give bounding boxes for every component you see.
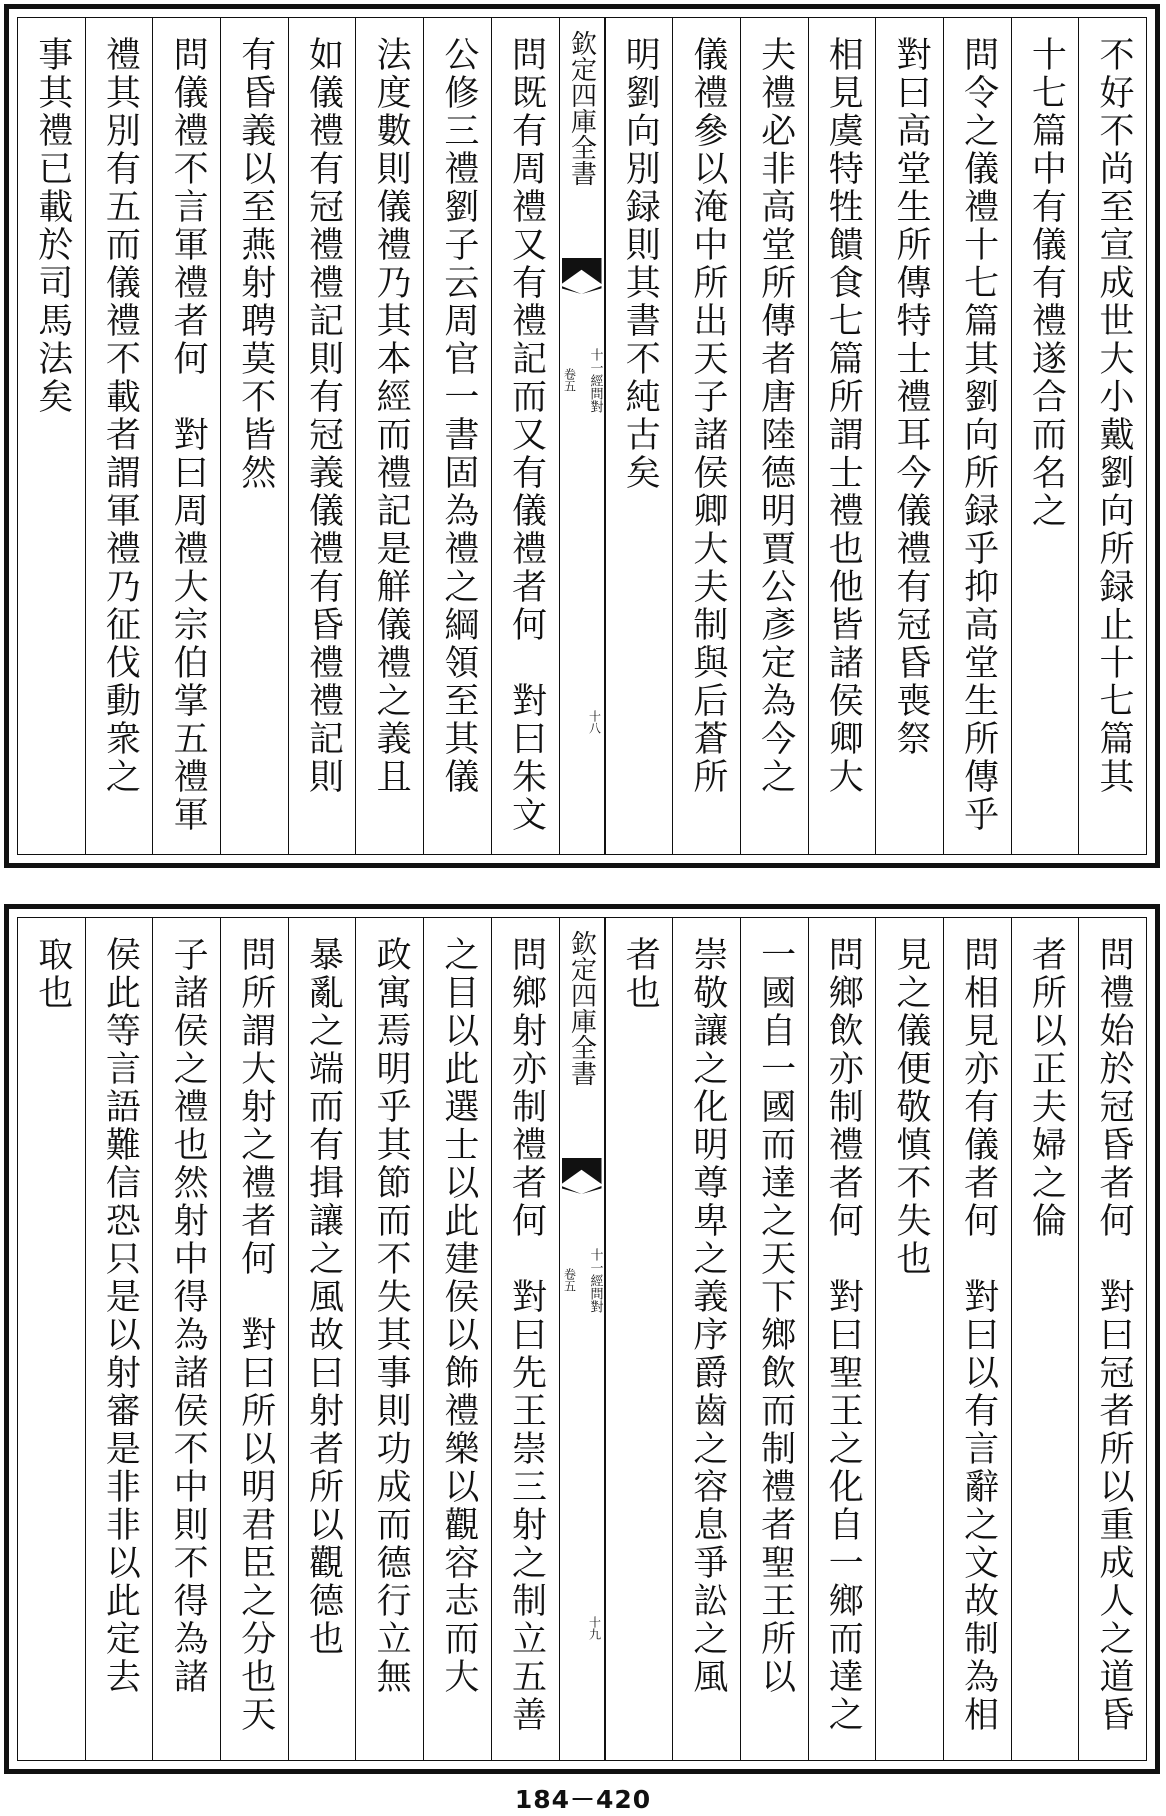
- center-gutter: [559, 18, 605, 854]
- text-column: 問鄉射亦制禮者何 對曰先王崇三射之制立五善: [491, 918, 559, 1760]
- bottom-page: [4, 904, 1160, 1774]
- text-column: 問禮始於冠昏者何 對曰冠者所以重成人之道昏: [1078, 918, 1146, 1760]
- text-column: 如儀禮有冠禮禮記則有冠義儀禮有昏禮禮記則: [288, 18, 356, 854]
- center-gutter: [559, 918, 605, 1760]
- text-column: 子諸侯之禮也然射中得為諸侯不中則不得為諸: [152, 918, 220, 1760]
- fish-tail-mark-icon: [562, 1158, 602, 1184]
- gutter-page-number: 十八: [587, 710, 602, 734]
- text-column: 取也: [32, 936, 73, 1012]
- text-column: 問既有周禮又有禮記而又有儀禮者何 對曰朱文: [491, 18, 559, 854]
- text-column: 事其禮已載於司馬法矣: [32, 36, 73, 416]
- top-page-frame: [17, 17, 1147, 855]
- gutter-volume: 卷五: [562, 368, 577, 392]
- fish-tail-line-icon: [562, 286, 602, 294]
- text-column: 見之儀便敬慎不失也: [875, 918, 943, 1760]
- footer-page-label: 184－420: [514, 1785, 652, 1814]
- text-column: 儀禮參以淹中所出天子諸侯卿大夫制與后蒼所: [672, 18, 740, 854]
- text-column: 暴亂之端而有揖讓之風故曰射者所以觀德也: [288, 918, 356, 1760]
- top-page: [4, 4, 1160, 868]
- text-column: 政寓焉明乎其節而不失其事則功成而德行立無: [355, 918, 423, 1760]
- text-column: 之目以此選士以此建侯以飾禮樂以觀容志而大: [423, 918, 491, 1760]
- text-column: 問相見亦有儀者何 對曰以有言辭之文故制為相: [943, 918, 1011, 1760]
- text-column: 侯此等言語難信恐只是以射審是非非以此定去: [85, 918, 153, 1760]
- text-column: 夫禮必非高堂所傳者唐陸德明賈公彥定為今之: [740, 18, 808, 854]
- fish-tail-line-icon: [562, 1186, 602, 1194]
- gutter-section-title: 十一經問對: [587, 1248, 603, 1313]
- text-column: 公修三禮劉子云周官一書固為禮之綱領至其儀: [423, 18, 491, 854]
- text-column: 問令之儀禮十七篇其劉向所録乎抑高堂生所傳乎: [943, 18, 1011, 854]
- gutter-book-title: 欽定四庫全書: [566, 30, 597, 186]
- text-column: 法度數則儀禮乃其本經而禮記是觧儀禮之義且: [355, 18, 423, 854]
- text-column: 對曰高堂生所傳特士禮耳今儀禮有冠昏喪祭: [875, 18, 943, 854]
- text-column: 相見虞特牲饋食七篇所謂士禮也他皆諸侯卿大: [808, 18, 876, 854]
- gutter-book-title: 欽定四庫全書: [566, 930, 597, 1086]
- text-column: 禮其別有五而儀禮不載者謂軍禮乃征伐動衆之: [85, 18, 153, 854]
- text-column: 問儀禮不言軍禮者何 對曰周禮大宗伯掌五禮軍: [152, 18, 220, 854]
- gutter-section-title: 十一經問對: [587, 348, 603, 413]
- text-column: 有昏義以至燕射聘莫不皆然: [220, 18, 288, 854]
- text-column: 問所謂大射之禮者何 對曰所以明君臣之分也天: [220, 918, 288, 1760]
- text-column: 不好不尚至宣成世大小戴劉向所録止十七篇其: [1078, 18, 1146, 854]
- text-column: 問鄉飲亦制禮者何 對曰聖王之化自一鄉而達之: [808, 918, 876, 1760]
- text-column: 十七篇中有儀有禮遂合而名之: [1011, 18, 1079, 854]
- text-column: 者所以正夫婦之倫: [1011, 918, 1079, 1760]
- gutter-volume: 卷五: [562, 1268, 577, 1292]
- text-column: 一國自一國而達之天下鄉飲而制禮者聖王所以: [740, 918, 808, 1760]
- gutter-page-number: 十九: [587, 1616, 602, 1640]
- bottom-page-frame: [17, 917, 1147, 1761]
- text-column: 崇敬讓之化明尊卑之義序爵齒之容息爭訟之風: [672, 918, 740, 1760]
- fish-tail-mark-icon: [562, 258, 602, 284]
- text-column: 明劉向別録則其書不純古矣: [605, 18, 673, 854]
- text-column: 者也: [605, 918, 673, 1760]
